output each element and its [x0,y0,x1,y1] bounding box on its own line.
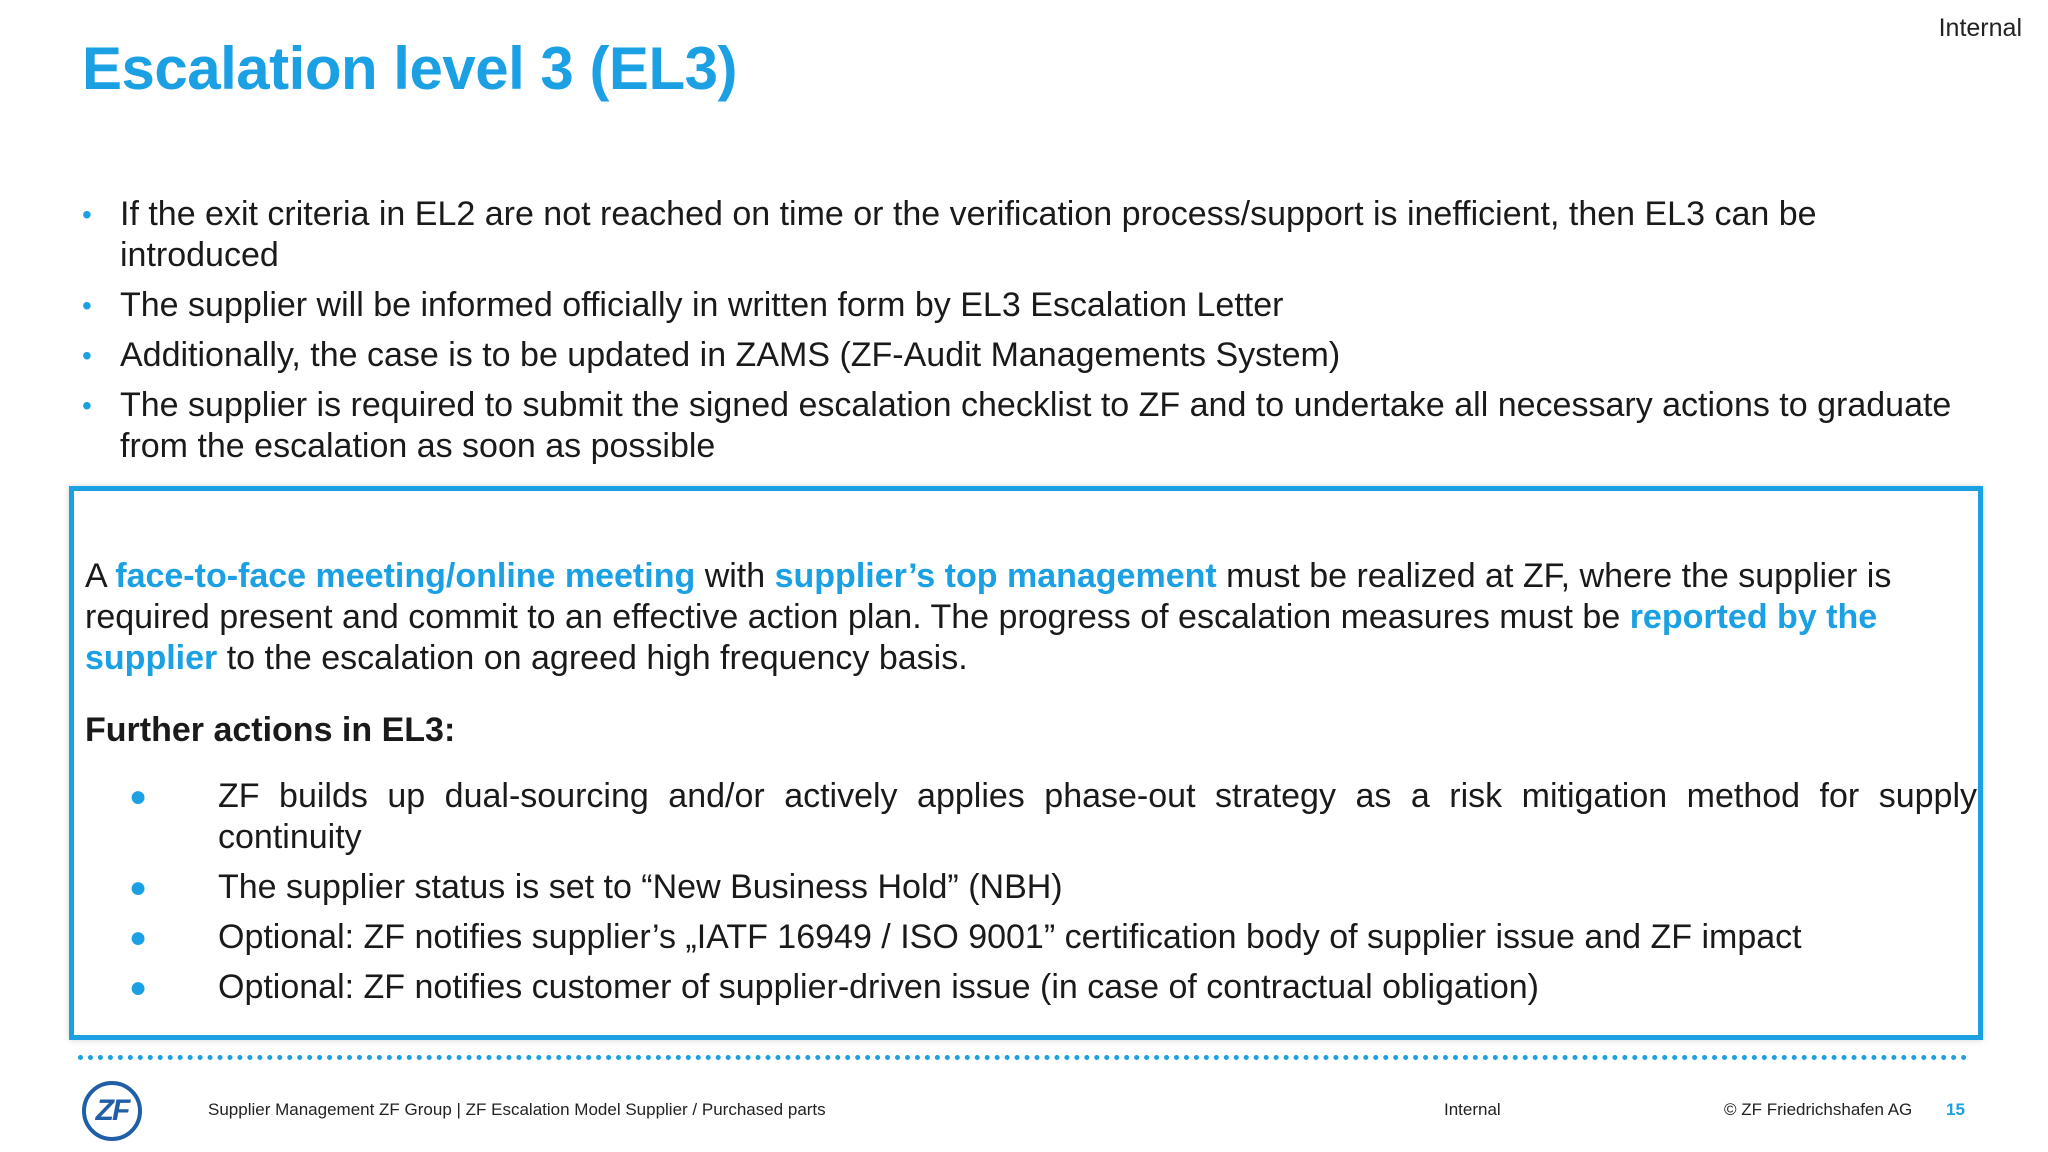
zf-logo-icon: ZF [82,1081,142,1141]
further-actions-heading: Further actions in EL3: [85,711,456,749]
further-actions-list [129,776,1977,1017]
para-text: must be realized at ZF, where the supplier is required present and commit to an effective action plan. The progress of escalation measures must be [85,557,1892,636]
list-item [129,867,1977,908]
para-text: A [85,557,116,595]
footer-copyright: © ZF Friedrichshafen AG [1724,1100,1913,1119]
list-item [82,335,1982,376]
action-text: The supplier status is set to “New Business Hold” (NBH) [218,868,1063,906]
bullet-icon: • [82,290,92,321]
bullet-text: The supplier will be informed officially in written form by EL3 Escalation Letter [120,286,1284,324]
para-text: with [695,557,775,595]
bullet-text: The supplier is required to submit the signed escalation checklist to ZF and to undertake all necessary actions to graduate from the escalation as soon as possible [120,386,1952,465]
bullet-icon: ● [129,971,148,1004]
bullet-icon: • [82,340,92,371]
classification-label: Internal [1938,14,2022,42]
callout-paragraph [85,556,1980,679]
list-item [129,917,1977,958]
callout-box [69,486,1983,1040]
para-highlight: face-to-face meeting/online meeting [115,557,696,595]
list-item [129,967,1977,1008]
page-number: 15 [1946,1100,1965,1119]
list-item [82,194,1982,276]
bullet-icon: • [82,390,92,421]
footer-breadcrumb: Supplier Management ZF Group | ZF Escalation Model Supplier / Purchased parts [208,1100,826,1119]
action-text: Optional: ZF notifies customer of supplier-driven issue (in case of contractual obligation) [218,968,1539,1006]
para-text: to the escalation on agreed high frequency basis. [217,639,968,677]
footer-divider [78,1055,1968,1060]
list-item [82,385,1982,467]
footer-classification: Internal [1444,1100,1501,1119]
bullet-text: Additionally, the case is to be updated in ZAMS (ZF-Audit Managements System) [120,336,1341,374]
bullet-icon: ● [129,871,148,904]
para-highlight: supplier’s top management [774,557,1217,595]
action-text: ZF builds up dual-sourcing and/or actively applies phase-out strategy as a risk mitigation method for supply continuity [218,777,1977,856]
bullet-icon: • [82,199,92,230]
para-highlight: reported by the supplier [85,598,1878,677]
list-item [129,776,1977,858]
list-item [82,285,1982,326]
page-title: Escalation level 3 (EL3) [82,35,737,102]
bullet-icon: ● [129,780,148,813]
action-text: Optional: ZF notifies supplier’s „IATF 16949 / ISO 9001” certification body of supplier issue and ZF impact [218,918,1802,956]
bullet-icon: ● [129,921,148,954]
intro-bullet-list [82,194,1982,476]
bullet-text: If the exit criteria in EL2 are not reached on time or the verification process/support is inefficient, then EL3 can be introduced [120,195,1817,274]
